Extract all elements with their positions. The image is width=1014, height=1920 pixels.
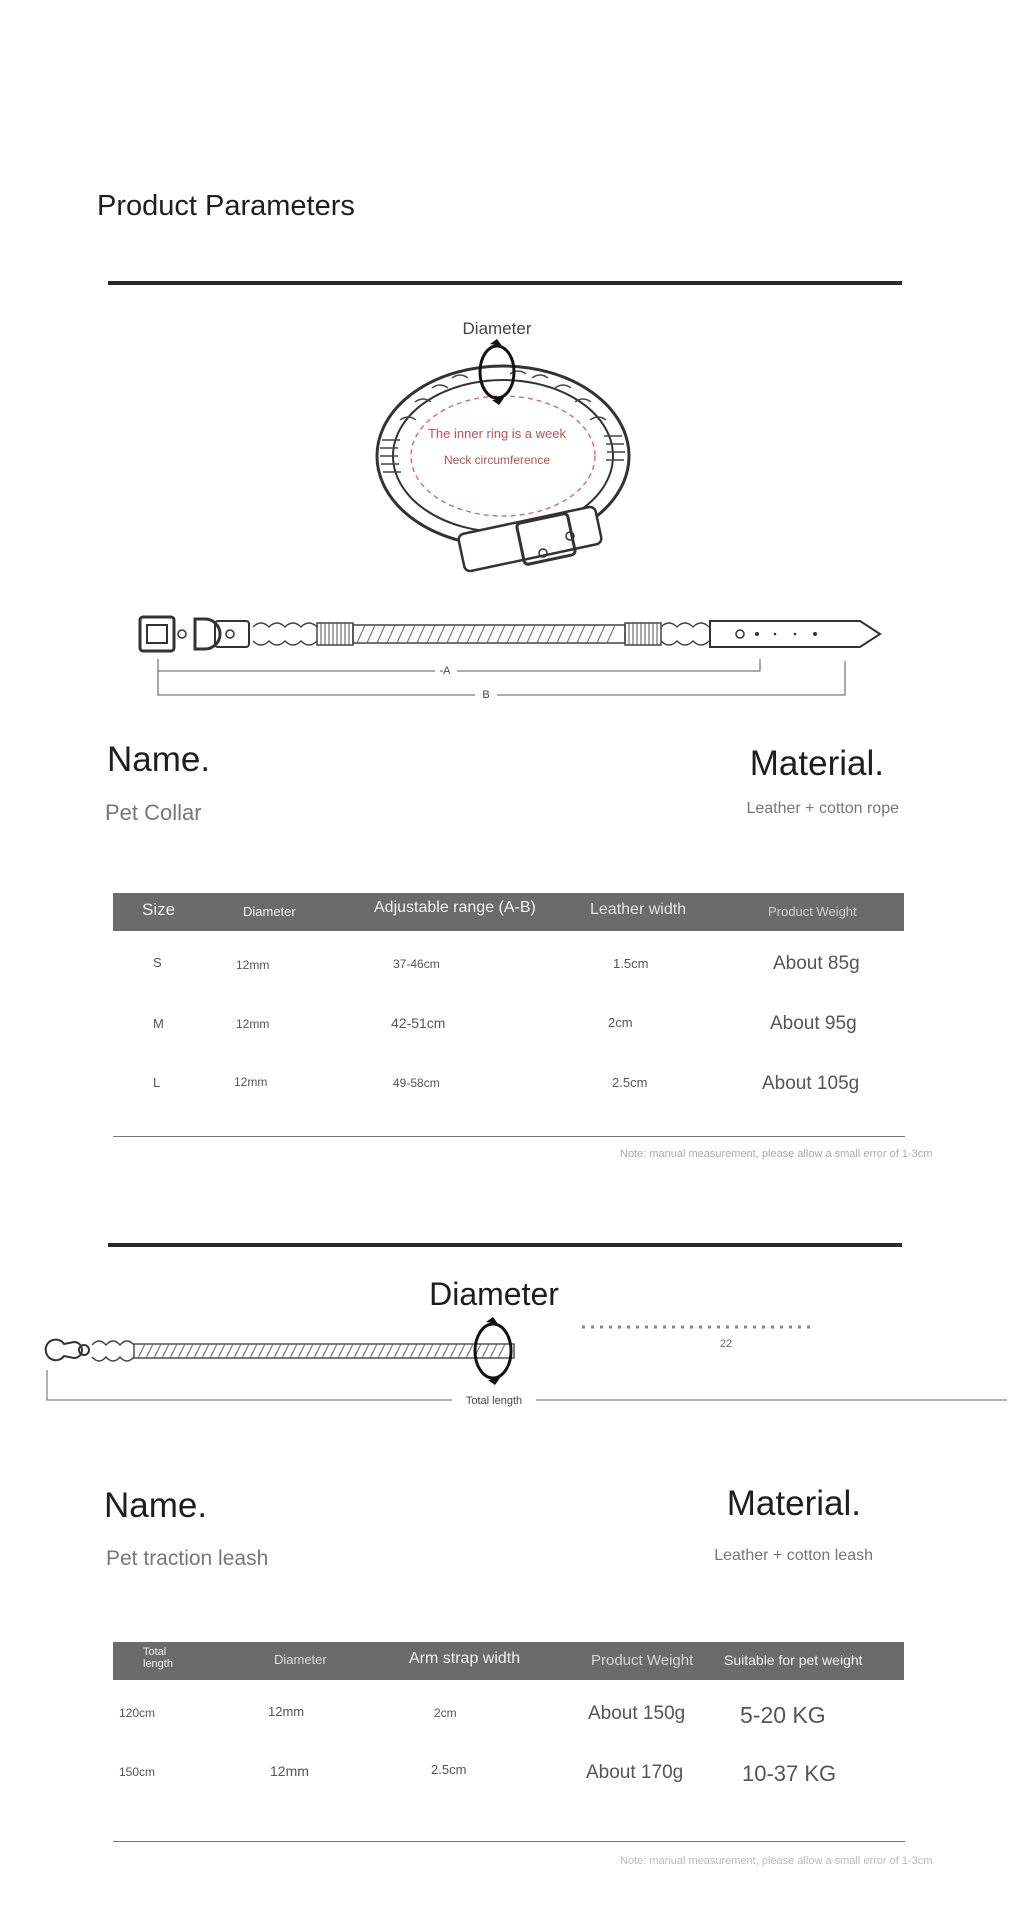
- collar-diameter-label: Diameter: [462, 319, 532, 338]
- collar-material-value: Leather + cotton rope: [746, 800, 899, 817]
- column-header: Adjustable range (A-B): [374, 899, 536, 916]
- collar-name-heading: Name.: [107, 740, 211, 779]
- table-cell: About 95g: [770, 1013, 857, 1034]
- collar-table-header: [113, 893, 904, 931]
- dimension-a-label: -A: [439, 665, 451, 677]
- table-cell: 120cm: [119, 1706, 156, 1720]
- table-cell: 37-46cm: [393, 957, 440, 971]
- column-header: Diameter: [274, 1652, 327, 1667]
- column-header: Product Weight: [768, 904, 857, 919]
- leash-name-heading: Name.: [104, 1486, 208, 1525]
- table-cell: 10-37 KG: [742, 1761, 837, 1786]
- table-cell: 2.5cm: [612, 1075, 648, 1090]
- top-divider: [108, 281, 902, 285]
- column-header: Arm strap width: [409, 1650, 521, 1667]
- collar-material-heading: Material.: [749, 744, 884, 783]
- table-cell: About 105g: [762, 1073, 860, 1094]
- collar-strap-diagram: [135, 605, 895, 705]
- table-cell: 12mm: [236, 1017, 270, 1031]
- leash-note: Note: manual measurement, please allow a small error of 1-3cm: [620, 1855, 933, 1867]
- table-cell: About 150g: [588, 1703, 686, 1724]
- column-header: Suitable for pet weight: [724, 1652, 863, 1668]
- dimension-b-label: B: [482, 689, 490, 701]
- collar-name-value: Pet Collar: [105, 800, 202, 825]
- table-cell: 12mm: [236, 958, 270, 972]
- table-cell: 1.5cm: [613, 956, 649, 971]
- table-cell: 2cm: [434, 1706, 457, 1720]
- column-header: Size: [142, 900, 176, 919]
- table-cell: 12mm: [268, 1704, 305, 1719]
- inner-ring-label: The inner ring is a week: [427, 426, 567, 441]
- neck-circumference-label: Neck circumference: [443, 453, 551, 467]
- collar-note: Note: manual measurement, please allow a small error of 1-3cm: [620, 1148, 933, 1160]
- table-cell: S: [153, 955, 162, 970]
- table-cell: About 85g: [773, 953, 860, 974]
- leash-table-header: [113, 1642, 904, 1680]
- leash-diagram: [40, 1270, 1014, 1410]
- table-cell: 12mm: [270, 1763, 309, 1779]
- leash-number-label: 22: [719, 1338, 733, 1350]
- leash-material-value: Leather + cotton leash: [714, 1547, 873, 1564]
- table-cell: 150cm: [119, 1765, 156, 1779]
- table-cell: About 170g: [586, 1762, 684, 1783]
- collar-ring-diagram: [360, 310, 640, 580]
- column-header: Product Weight: [591, 1652, 694, 1669]
- column-header: Leather width: [590, 901, 687, 918]
- page-title: Product Parameters: [97, 190, 355, 222]
- table-cell: 5-20 KG: [740, 1702, 826, 1728]
- leash-material-heading: Material.: [726, 1484, 861, 1523]
- table-cell: 49-58cm: [393, 1076, 440, 1090]
- table-cell: 42-51cm: [391, 1015, 446, 1031]
- table-cell: 2cm: [608, 1015, 633, 1030]
- column-header: Diameter: [243, 904, 296, 919]
- table-cell: 2.5cm: [431, 1762, 467, 1777]
- leash-diameter-label: Diameter: [429, 1276, 559, 1312]
- leash-name-value: Pet traction leash: [106, 1547, 269, 1570]
- leash-table-divider: [113, 1841, 905, 1842]
- total-length-label: Total length: [465, 1395, 523, 1407]
- column-header: Total length: [143, 1646, 173, 1670]
- table-cell: L: [153, 1075, 161, 1090]
- table-cell: 12mm: [234, 1075, 268, 1089]
- middle-divider: [108, 1243, 902, 1247]
- collar-table-divider: [113, 1136, 905, 1137]
- table-cell: M: [153, 1016, 164, 1031]
